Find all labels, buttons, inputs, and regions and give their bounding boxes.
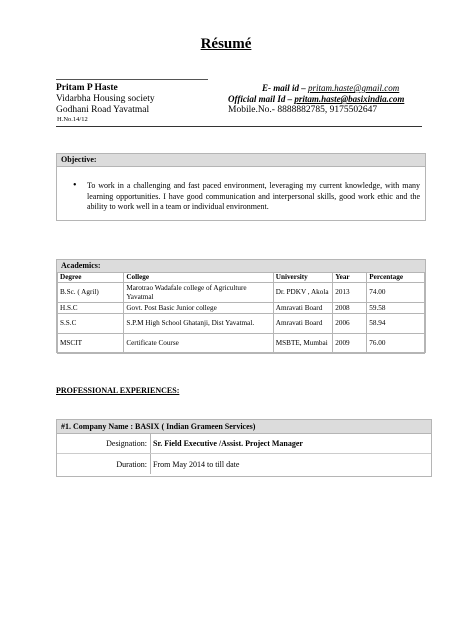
bullet-icon: • [73, 180, 77, 191]
column-divider [150, 433, 151, 453]
column-header: Degree [58, 273, 124, 283]
table-cell: 59.58 [367, 303, 425, 314]
designation-row [57, 433, 431, 454]
table-cell: S.P.M High School Ghatanji, Dist Yavatmal. [124, 314, 273, 334]
address-line-1: Vidarbha Housing society [56, 94, 155, 104]
experience-heading: PROFESSIONAL EXPERIENCES: [56, 386, 180, 395]
company-section [56, 419, 432, 477]
table-cell: MSCIT [58, 334, 124, 354]
name-divider [56, 79, 208, 80]
candidate-name: Pritam P Haste [56, 83, 118, 93]
duration-label: Duration: [116, 460, 147, 469]
header-divider [56, 126, 422, 127]
column-header: University [273, 273, 332, 283]
table-cell: 2013 [333, 283, 367, 303]
designation-value: Sr. Field Executive /Assist. Project Manager [153, 439, 303, 448]
objective-heading: Objective: [57, 154, 425, 167]
academics-table [57, 272, 425, 354]
table-row [58, 334, 425, 354]
table-row [58, 314, 425, 334]
objective-text: To work in a challenging and fast paced environment, leveraging my current knowledge, with many learning opportunities. I have good communication and interpersonal skills, good work ethic and the ability to work well in a team or individual environment. [87, 181, 420, 211]
table-cell: 2009 [333, 334, 367, 354]
table-cell: 76.00 [367, 334, 425, 354]
email-line [262, 83, 399, 93]
table-cell: Dr. PDKV , Akola [273, 283, 332, 303]
table-cell: S.S.C [58, 314, 124, 334]
table-cell: 2008 [333, 303, 367, 314]
table-row [58, 303, 425, 314]
designation-label: Designation: [106, 439, 147, 448]
table-cell: Marotrao Wadafale college of Agriculture Yavatmal [124, 283, 273, 303]
mobile-number: Mobile.No.- 8888882785, 9175502647 [228, 105, 378, 115]
house-number: H.No.14/12 [57, 116, 88, 123]
official-mail-line [228, 94, 404, 104]
email-label: E- mail id – [262, 83, 306, 93]
table-cell: Govt. Post Basic Junior college [124, 303, 273, 314]
email-link[interactable]: pritam.haste@gmail.com [308, 83, 400, 93]
table-cell: Amravati Board [273, 303, 332, 314]
table-row [58, 283, 425, 303]
table-cell: 2006 [333, 314, 367, 334]
table-cell: MSBTE, Mumbai [273, 334, 332, 354]
academics-heading: Academics: [57, 260, 425, 272]
column-divider [150, 454, 151, 474]
table-cell: 58.94 [367, 314, 425, 334]
table-header-row [58, 273, 425, 283]
table-cell: Certificate Course [124, 334, 273, 354]
table-cell: H.S.C [58, 303, 124, 314]
official-mail-label: Official mail Id – [228, 94, 293, 104]
column-header: Year [333, 273, 367, 283]
company-name: #1. Company Name : BASIX ( Indian Grameen Services) [57, 420, 431, 434]
official-mail-link[interactable]: pritam.haste@basixindia.com [294, 94, 405, 104]
objective-section [56, 153, 426, 221]
resume-title: Résumé [200, 36, 252, 52]
table-cell: Amravati Board [273, 314, 332, 334]
column-header: College [124, 273, 273, 283]
column-header: Percentage [367, 273, 425, 283]
table-cell: 74.00 [367, 283, 425, 303]
duration-value: From May 2014 to till date [153, 460, 240, 469]
address-line-2: Godhani Road Yavatmal [56, 105, 150, 115]
table-cell: B.Sc. ( Agril) [58, 283, 124, 303]
academics-section [56, 259, 426, 353]
duration-row [57, 454, 431, 474]
